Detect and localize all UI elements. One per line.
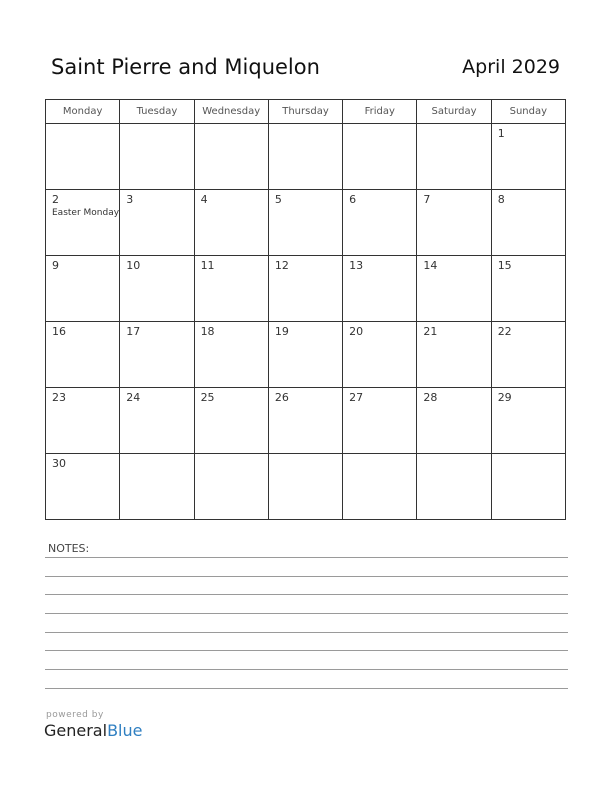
day-number: 2	[52, 193, 59, 206]
brand-logo[interactable]	[44, 721, 142, 740]
week-row	[46, 322, 566, 388]
day-cell	[491, 256, 565, 322]
powered-by-text: powered by	[46, 710, 104, 720]
week-row	[46, 388, 566, 454]
day-cell	[491, 190, 565, 256]
day-cell	[491, 454, 565, 520]
day-number: 15	[497, 259, 512, 272]
day-cell	[194, 454, 268, 520]
day-cell	[268, 454, 342, 520]
day-cell	[46, 322, 120, 388]
week-row	[46, 454, 566, 520]
day-cell	[194, 388, 268, 454]
day-number: 24	[126, 391, 141, 404]
day-cell	[120, 322, 194, 388]
day-number: 22	[497, 325, 512, 338]
note-line	[45, 557, 568, 558]
day-number	[46, 124, 119, 128]
day-number: 4	[200, 193, 208, 206]
day-number: 9	[52, 259, 59, 272]
day-cell	[343, 256, 417, 322]
day-number: 12	[274, 259, 289, 272]
day-cell	[417, 124, 491, 190]
week-row	[46, 256, 566, 322]
holiday-label: Easter Monday	[52, 208, 120, 218]
day-cell	[46, 190, 120, 256]
day-cell	[343, 124, 417, 190]
note-line	[45, 669, 568, 670]
note-line	[45, 594, 568, 595]
day-cell	[194, 190, 268, 256]
day-cell	[46, 256, 120, 322]
note-line	[45, 650, 568, 651]
day-number	[269, 454, 342, 458]
brand-general: General	[44, 721, 108, 740]
day-number	[195, 124, 268, 128]
brand-blue: Blue	[107, 721, 143, 740]
day-number: 21	[423, 325, 438, 338]
weekday-header: Saturday	[417, 100, 491, 124]
day-cell	[268, 124, 342, 190]
country-title: Saint Pierre and Miquelon	[51, 55, 320, 79]
day-number	[269, 124, 342, 128]
day-number: 11	[200, 259, 215, 272]
day-cell	[120, 454, 194, 520]
day-cell	[343, 322, 417, 388]
weekday-header: Monday	[46, 100, 120, 124]
day-cell	[120, 256, 194, 322]
day-number: 13	[349, 259, 364, 272]
day-number	[492, 454, 565, 458]
day-cell	[343, 388, 417, 454]
day-number: 30	[52, 457, 66, 470]
weekday-header: Friday	[343, 100, 417, 124]
day-number	[343, 124, 416, 128]
day-cell	[417, 454, 491, 520]
day-cell	[417, 388, 491, 454]
weekday-header-row	[46, 100, 566, 124]
day-cell	[194, 322, 268, 388]
weekday-header: Wednesday	[194, 100, 268, 124]
day-cell	[417, 256, 491, 322]
day-number: 16	[52, 325, 66, 338]
day-number	[343, 454, 416, 458]
day-cell	[268, 190, 342, 256]
day-number	[120, 454, 193, 458]
day-number: 14	[423, 259, 438, 272]
note-line	[45, 613, 568, 614]
day-number: 27	[349, 391, 364, 404]
day-cell	[194, 256, 268, 322]
note-line	[45, 632, 568, 633]
day-cell	[491, 322, 565, 388]
note-line	[45, 576, 568, 577]
calendar-grid	[45, 99, 566, 520]
day-number: 20	[349, 325, 364, 338]
day-number: 6	[349, 193, 357, 206]
day-cell	[120, 388, 194, 454]
day-number: 1	[497, 127, 505, 140]
day-number: 26	[274, 391, 289, 404]
day-cell	[343, 454, 417, 520]
day-number	[417, 454, 490, 458]
weekday-header: Tuesday	[120, 100, 194, 124]
day-cell	[194, 124, 268, 190]
day-number: 28	[423, 391, 438, 404]
day-number	[195, 454, 268, 458]
day-cell	[491, 124, 565, 190]
day-number: 19	[274, 325, 289, 338]
day-number: 29	[497, 391, 512, 404]
note-line	[45, 688, 568, 689]
week-row	[46, 124, 566, 190]
weekday-header: Thursday	[268, 100, 342, 124]
day-cell	[417, 322, 491, 388]
day-cell	[268, 256, 342, 322]
day-cell	[46, 454, 120, 520]
day-cell	[268, 388, 342, 454]
day-number: 8	[497, 193, 505, 206]
day-number: 3	[126, 193, 134, 206]
day-number	[417, 124, 490, 128]
day-number: 25	[200, 391, 215, 404]
day-cell	[120, 190, 194, 256]
day-cell	[343, 190, 417, 256]
day-number: 23	[52, 391, 66, 404]
notes-label: NOTES:	[48, 542, 90, 555]
month-year-title: April 2029	[462, 56, 560, 78]
day-cell	[46, 388, 120, 454]
day-number: 7	[423, 193, 431, 206]
day-cell	[268, 322, 342, 388]
day-cell	[491, 388, 565, 454]
day-cell	[46, 124, 120, 190]
day-number: 5	[274, 193, 282, 206]
day-number: 17	[126, 325, 141, 338]
week-row	[46, 190, 566, 256]
day-cell	[120, 124, 194, 190]
day-number: 18	[200, 325, 215, 338]
day-number: 10	[126, 259, 141, 272]
day-cell	[417, 190, 491, 256]
day-number	[120, 124, 193, 128]
weekday-header: Sunday	[491, 100, 565, 124]
